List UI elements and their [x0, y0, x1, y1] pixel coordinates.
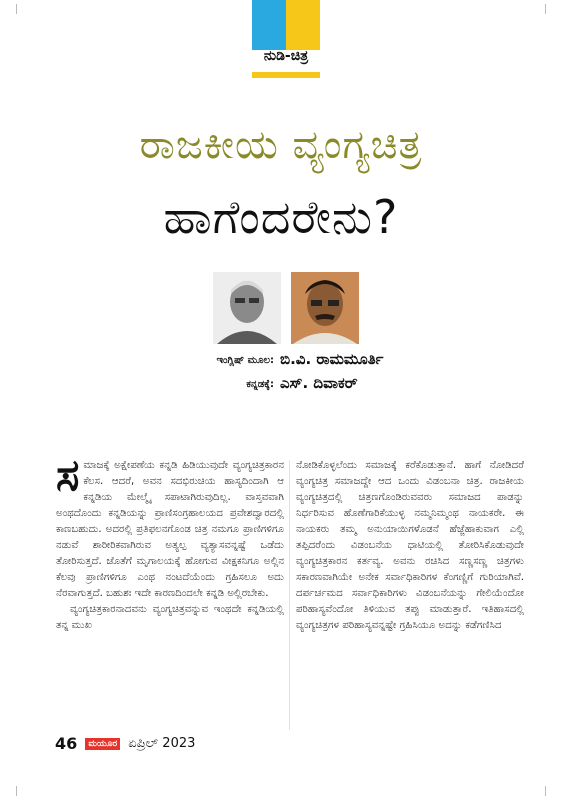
author-name: ಬಿ.ವಿ. ರಾಮಮೂರ್ತಿ: [280, 350, 384, 368]
crop-mark: [6, 786, 17, 796]
credit-label: ಕನ್ನಡಕ್ಕೆ:: [246, 379, 274, 390]
column-divider: [289, 460, 290, 730]
paragraph: ಸಮಾಜಕ್ಕೆ ಅಕ್ಷೇಪಣೆಯ ಕನ್ನಡಿ ಹಿಡಿಯುವುದೇ ವ್ಯಂಗ್ಯಚಿತ್ರಕಾರನ ಕೆಲಸ. ಆದರೆ, ಅವನ ಸದಭಿರುಚಿಯ ಹಾಸ್ಯದಿಂದಾಗಿ ಆ ಕನ್ನಡಿಯ ಮೇಲ್ಮೈ ಸಪಾಟಾಗಿರುವುದಿಲ್ಲ. ವಾಸ್ತವವಾಗಿ ಅಂಥದೊಂದು ಕನ್ನಡಿಯನ್ನು ಪ್ರಾಣಿಸಂಗ್ರಹಾಲಯದ ಪ್ರವೇಶದ್ವಾರದಲ್ಲಿ ಕಾಣಬಹುದು. ಅದರಲ್ಲಿ ಪ್ರತಿಫಲನಗೊಂಡ ಚಿತ್ರ ನಮಗೂ ಪ್ರಾಣಿಗಳಿಗೂ ನಡುವೆ ಶಾರೀರಿಕವಾಗಿರುವ ಅತ್ಯಲ್ಪ ವ್ಯತ್ಯಾಸವನ್ನಷ್ಟೆ ಒಡೆದು ತೋರಿಸುತ್ತದೆ. ಜೊತೆಗೆ ಮೃಗಾಲಯಕ್ಕೆ ಹೋಗುವ ವೀಕ್ಷಕನಿಗೂ ಅಲ್ಲಿನ ಕೆಲವು ಪ್ರಾಣಿಗಳಿಗೂ ಎಂಥ ನಂಟದೆಯೆಂದು ಗ್ರಹಿಸಲೂ ಅದು ನೆರವಾಗುತ್ತದೆ. ಬಹುಶಃ ಇದೇ ಕಾರಣದಿಂದಲೇ ಕನ್ನಡಿ ಅಲ್ಲಿರಬೇಕು.: [56, 450, 284, 599]
crop-mark: [545, 786, 556, 796]
section-label: ನುಡಿ-ಚಿತ್ರ: [263, 48, 309, 64]
credit-translator: [0, 374, 562, 396]
logo-yellow-block: [286, 0, 320, 50]
article-title-line2: ಹಾಗೆಂದರೇನು?: [163, 190, 399, 244]
credit-author: [0, 350, 562, 372]
page-number: 46: [55, 734, 78, 753]
crop-mark: [6, 4, 17, 14]
magazine-logo: ಮಯೂರ: [85, 738, 120, 750]
logo-blue-block: [252, 0, 286, 50]
logo-underline: [252, 72, 320, 78]
body-column-right: [296, 458, 524, 634]
author-photo: [213, 272, 281, 344]
section-logo: [252, 0, 320, 78]
drop-cap: ಸ: [56, 450, 80, 501]
translator-photo: [291, 272, 359, 344]
paragraph: ನೋಡಿಕೊಳ್ಳಲೆಂದು ಸಮಾಜಕ್ಕೆ ಕರೆಕೊಡುತ್ತಾನೆ. ಹಾಗೆ ನೋಡಿದರೆ ವ್ಯಂಗ್ಯಚಿತ್ರ ಸಮಾಜದ್ದೇ ಆದ ಒಂದು ವಿಡಂಬನಾ ಚಿತ್ರ. ರಾಜಕೀಯ ವ್ಯಂಗ್ಯಚಿತ್ರದಲ್ಲಿ ಚಿತ್ರಣಗೊಂಡಿರುವವರು ಸಮಾಜದ ಪಾಡನ್ನು ನಿರ್ಧರಿಸುವ ಹೊಣೆಗಾರಿಕೆಯುಳ್ಳ ನಮ್ಮನಿಮ್ಮಂಥ ನಾಯಕರೇ. ಈ ನಾಯಕರು ತಮ್ಮ ಅನುಯಾಯಿಗಳೊಡನೆ ಹೆಜ್ಜೆಹಾಕುವಾಗ ಎಲ್ಲಿ ತಪ್ಪಿದರೆಂದು ವಿಡಂಬನೆಯ ಧಾಟಿಯಲ್ಲಿ ತೋರಿಸಿಕೊಡುವುದೇ ವ್ಯಂಗ್ಯಚಿತ್ರಕಾರನ ಕರ್ತವ್ಯ. ಅವನು ರಚಿಸಿದ ಸಣ್ಣಸಣ್ಣ ಚಿತ್ರಗಳು ಸಕಾರಣವಾಗಿಯೇ ಅನೇಕ ಸರ್ವಾಧಿಕಾರಿಗಳ ಕೆಂಗಣ್ಣಿಗೆ ಗುರಿಯಾಗಿವೆ. ದರ್ಪರ್ಚಮದ ಸರ್ವಾಧಿಕಾರಿಗಳು ವಿಡಂಬನೆಯನ್ನು ಗೇಲಿಯೆಂದೋ ಪರಿಹಾಸ್ಯವೆಂದೋ ತಿಳಿಯುವ ತಪ್ಪು ಮಾಡುತ್ತಾರೆ. ಇತಿಹಾಸದಲ್ಲಿ ವ್ಯಂಗ್ಯಚಿತ್ರಗಳ ಪರಿಹಾಸ್ಯವನ್ನಷ್ಟೇ ಗ್ರಹಿಸಿಯೂ ಅದನ್ನು ಕಡೆಗಣಿಸಿದ: [296, 460, 524, 631]
credit-label: ಇಂಗ್ಲಿಷ್ ಮೂಲ:: [216, 355, 274, 366]
issue-date: ಏಪ್ರಿಲ್ 2023: [128, 736, 196, 751]
page-footer: [55, 734, 195, 753]
translator-name: ಎಸ್. ದಿವಾಕರ್: [280, 374, 358, 392]
crop-mark: [545, 4, 556, 14]
article-title-line1: ರಾಜಕೀಯ ವ್ಯಂಗ್ಯಚಿತ್ರ: [139, 122, 423, 168]
body-column-left: [56, 450, 284, 634]
paragraph: ವ್ಯಂಗ್ಯಚಿತ್ರಕಾರನಾದವನು ವ್ಯಂಗ್ಯಚಿತ್ರವನ್ನುವ ಇಂಥದೇ ಕನ್ನಡಿಯಲ್ಲಿ ತನ್ನ ಮುಖ: [56, 604, 284, 631]
